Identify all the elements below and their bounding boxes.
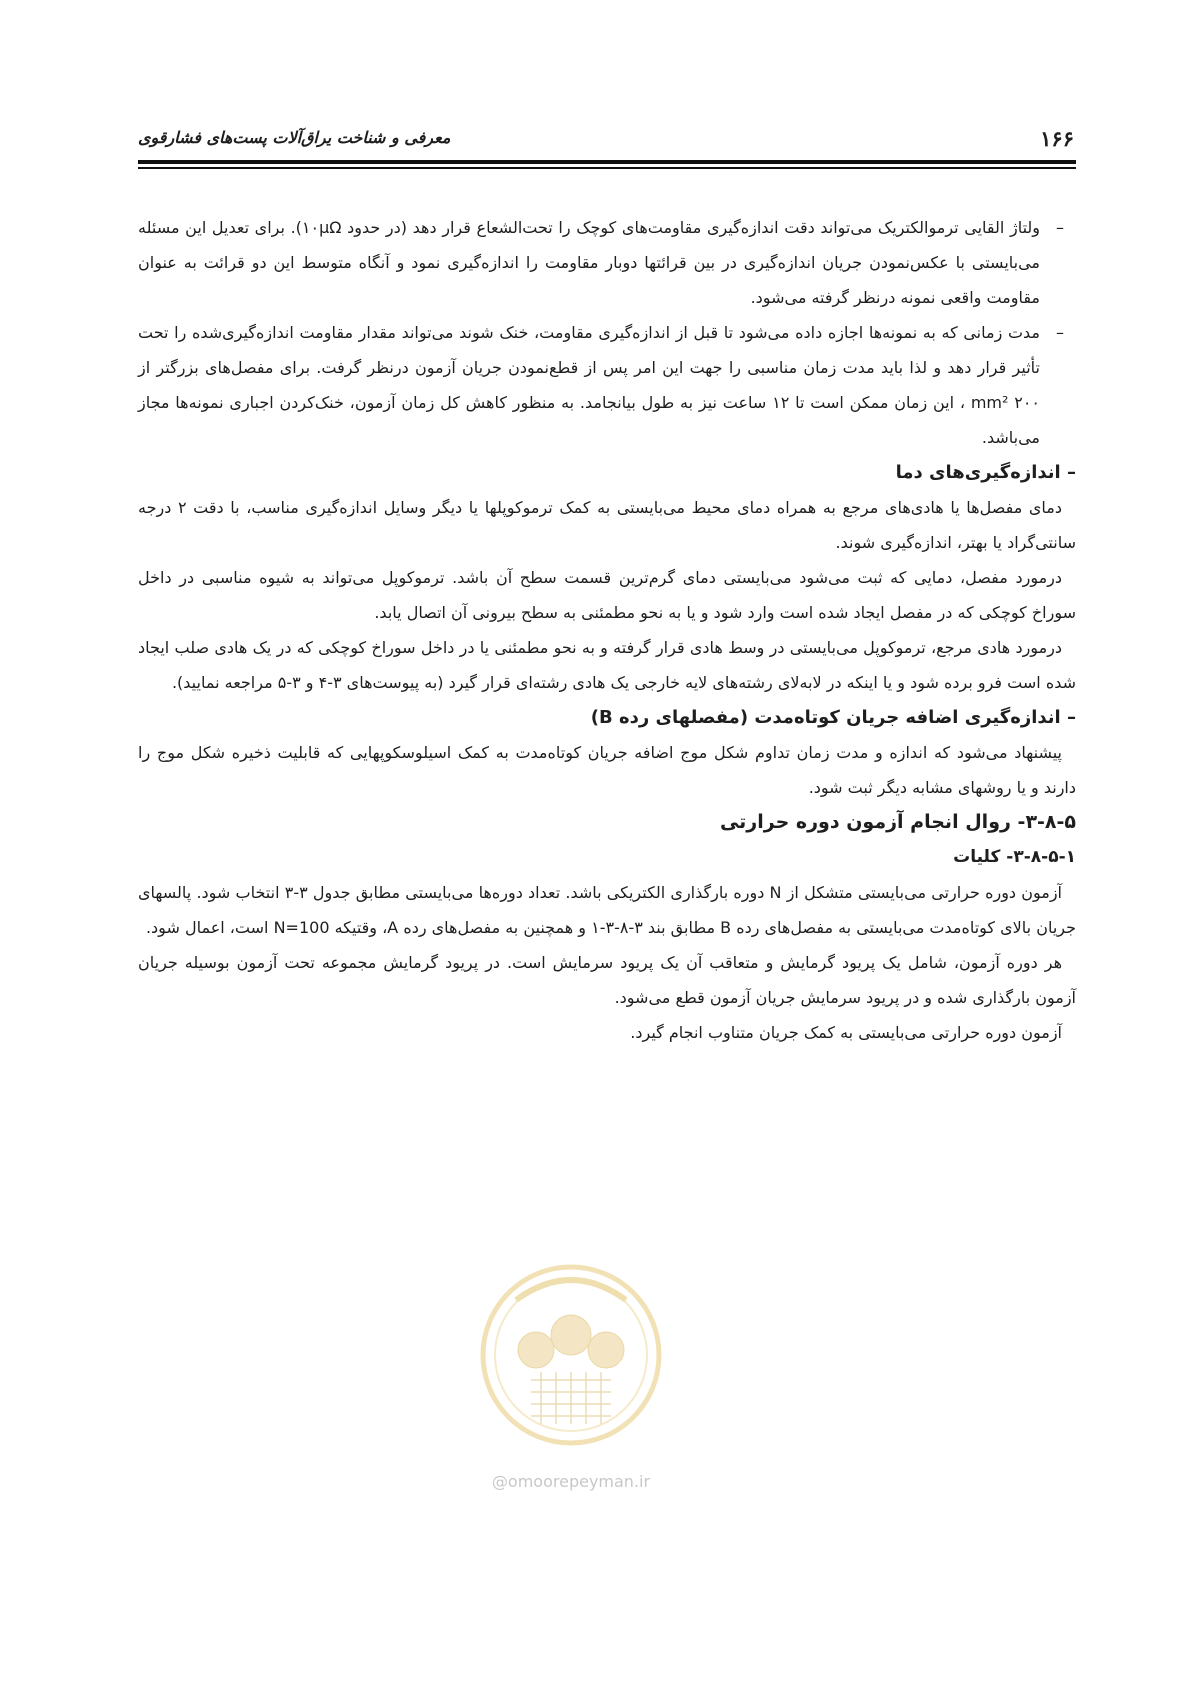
watermark-logo — [476, 1240, 666, 1491]
subsection-heading: ۳-۸-۵-۱- کلیات — [953, 847, 1076, 867]
bullet-list — [138, 210, 1076, 455]
bullet-marker: – — [1056, 323, 1064, 342]
running-title: معرفی و شناخت یراق‌آلات پست‌های فشارقوی — [138, 128, 451, 147]
bullet-marker: – — [1056, 218, 1064, 237]
section-heading: ۳-۸-۵- روال انجام آزمون دوره حرارتی — [719, 811, 1076, 833]
header-rule-thin — [138, 167, 1076, 169]
temperature-paragraph: درمورد هادی مرجع، ترموکوپل می‌بایستی در وسط هادی قرار گرفته و به نحو مطمئنی یا در داخل سوراخ کوچکی که در یک هادی صلب ایجاد شده است فرو برده شود و یا اینکه در لابه‌لای رشته‌های لایه خارجی یک هادی رشته‌ای قرار گیرد (به پیوست‌های ۳-۴ و ۳-۵ مراجعه نمایید). — [138, 638, 1076, 692]
short-circuit-paragraph: پیشنهاد می‌شود که اندازه و مدت زمان تداوم شکل موج اضافه جریان کوتاه‌مدت به کمک اسیلوسکوپهایی که قابلیت ذخیره شکل موج را دارند و یا روشهای مشابه دیگر ثبت شود. — [138, 743, 1076, 797]
page-number: ۱۶۶ — [1040, 126, 1074, 151]
bullet-item — [138, 210, 1076, 315]
page-body — [138, 210, 1076, 1050]
temperature-paragraph: درمورد مفصل، دمایی که ثبت می‌شود می‌بایستی دمای گرم‌ترین قسمت سطح آن باشد. ترموکوپل می‌تواند به شیوه مناسبی در داخل سوراخ کوچکی که در مفصل ایجاد شده است وارد شود و یا به نحو مطمئنی به سطح بیرونی آن اتصال یابد. — [138, 568, 1076, 622]
page-header — [138, 126, 1076, 160]
header-rule-thick — [138, 160, 1076, 164]
short-circuit-heading: – اندازه‌گیری اضافه جریان کوتاه‌مدت (مفصلهای رده B) — [590, 707, 1076, 728]
bullet-item — [138, 315, 1076, 455]
subsection-paragraph: آزمون دوره حرارتی می‌بایستی به کمک جریان متناوب انجام گیرد. — [630, 1023, 1062, 1042]
bullet-text: مدت زمانی که به نمونه‌ها اجازه داده می‌شود تا قبل از اندازه‌گیری مقاومت، خنک شوند می‌تواند مقدار مقاومت اندازه‌گیری‌شده را تحت تأثیر قرار دهد و لذا باید مدت زمان مناسبی را جهت این امر پس از قطع‌نمودن جریان آزمون درنظر گرفت. برای مفصل‌های بزرگتر از ۲۰۰ mm² ، این زمان ممکن است تا ۱۲ ساعت نیز به طول بیانجامد. به منظور کاهش کل زمان آزمون، خنک‌کردن اجباری نمونه‌ها مجاز می‌باشد. — [138, 323, 1041, 447]
temperature-paragraph: دمای مفصل‌ها یا هادی‌های مرجع به همراه دمای محیط می‌بایستی به کمک ترموکوپلها یا دیگر وسایل اندازه‌گیری مناسب، با دقت ۲ درجه سانتی‌گراد یا بهتر، اندازه‌گیری شوند. — [138, 498, 1076, 552]
watermark-text: @omoorepeyman.ir — [491, 1472, 651, 1491]
temperature-heading: – اندازه‌گیری‌های دما — [895, 462, 1076, 483]
subsection-paragraph: هر دوره آزمون، شامل یک پریود گرمایش و متعاقب آن یک پریود سرمایش است. در پریود گرمایش مجموعه تحت آزمون بوسیله جریان آزمون بارگذاری شده و در پریود سرمایش جریان آزمون قطع می‌شود. — [138, 953, 1076, 1007]
bullet-text: ولتاژ القایی ترموالکتریک می‌تواند دقت اندازه‌گیری مقاومت‌های کوچک را تحت‌الشعاع قرار دهد (در حدود ۱۰µΩ). برای تعدیل این مسئله می‌بایستی با عکس‌نمودن جریان اندازه‌گیری در بین قرائتها دوبار مقاومت را اندازه‌گیری نمود و آنگاه متوسط این دو قرائت به عنوان مقاومت واقعی نمونه درنظر گرفته می‌شود. — [138, 218, 1041, 307]
subsection-paragraph: آزمون دوره حرارتی می‌بایستی متشکل از N دوره بارگذاری الکتریکی باشد. تعداد دوره‌ها می‌بایستی مطابق جدول ۳-۳ انتخاب شود. پالسهای جریان بالای کوتاه‌مدت می‌بایستی به مفصل‌های رده B مطابق بند ۳-۸-۳-۱ و همچنین به مفصل‌های رده A، وقتیکه N=100 است، اعمال شود. — [138, 883, 1076, 937]
seal-icon — [476, 1240, 666, 1470]
